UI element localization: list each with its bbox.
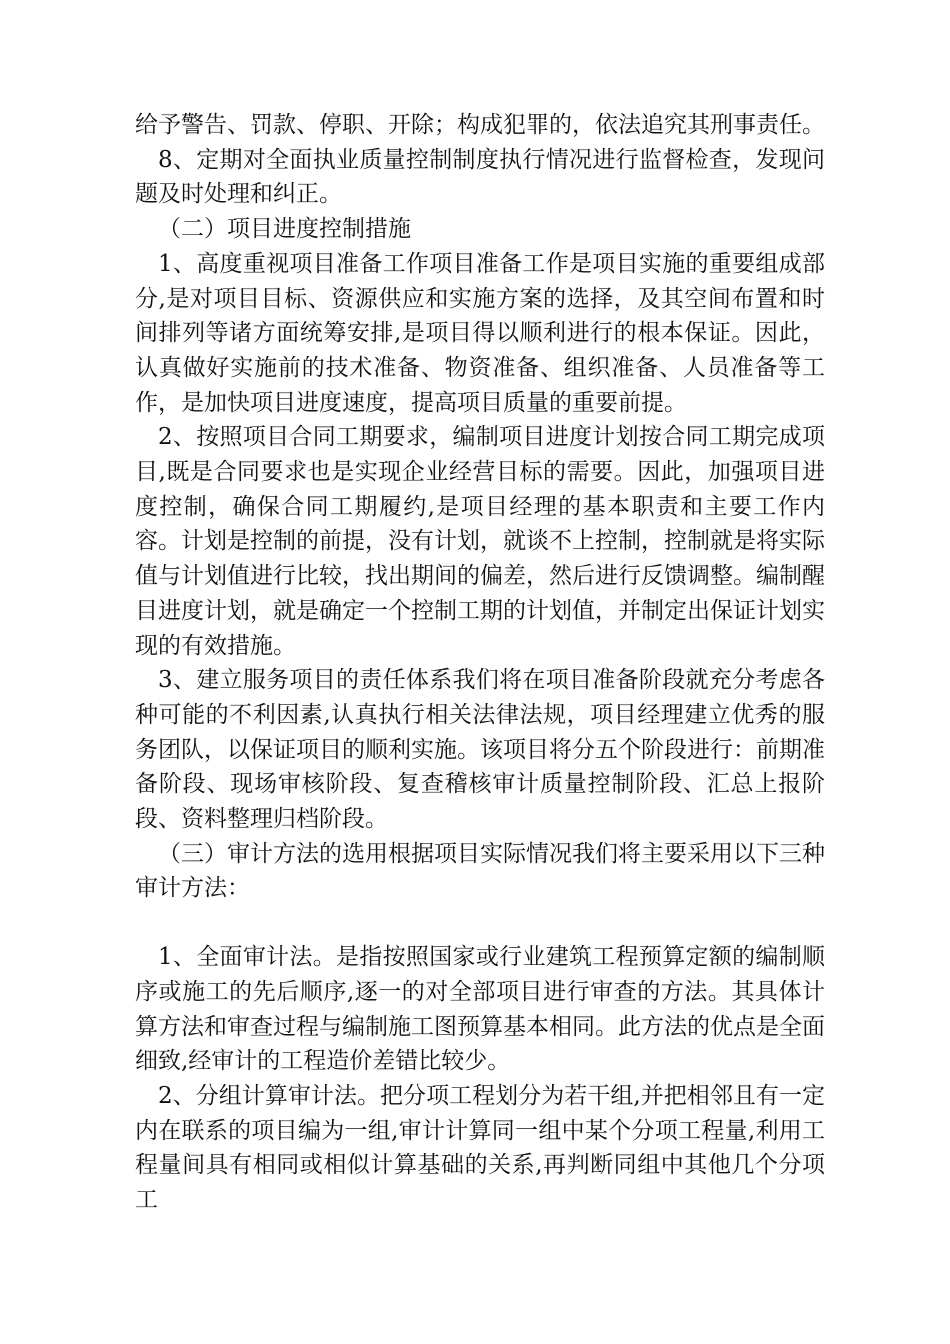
paragraph-schedule-item-3: 3、建立服务项目的责任体系我们将在项目准备阶段就充分考虑各种可能的不利因素,认真执行相关法律法规，项目经理建立优秀的服务团队，以保证项目的顺利实施。该项目将分五个阶段进行：前期准备阶段、现场审核阶段、复查稽核审计质量控制阶段、汇总上报阶段、资料整理归档阶段。: [135, 667, 825, 833]
blank-line: [135, 906, 825, 940]
paragraph-schedule-item-1: 1、高度重视项目准备工作项目准备工作是项目实施的重要组成部分,是对项目目标、资源供应和实施方案的选择，及其空间布置和时间排列等诸方面统筹安排,是项目得以顺利进行的根本保证。因此，认真做好实施前的技术准备、物资准备、组织准备、人员准备等工作，是加快项目进度速度，提高项目质量的重要前提。: [135, 250, 825, 416]
paragraph-schedule-item-2: 2、按照项目合同工期要求，编制项目进度计划按合同工期完成项目,既是合同要求也是实现企业经营目标的需要。因此，加强项目进度控制，确保合同工期履约,是项目经理的基本职责和主要工作内容。计划是控制的前提，没有计划，就谈不上控制，控制就是将实际值与计划值进行比较，找出期间的偏差，然后进行反馈调整。编制醒目进度计划，就是确定一个控制工期的计划值，并制定出保证计划实现的有效措施。: [135, 424, 825, 659]
document-page: [135, 108, 825, 1218]
section-heading-audit-methods: （三）审计方法的选用根据项目实际情况我们将主要采用以下三种审计方法：: [135, 840, 825, 902]
paragraph-item-8: 8、定期对全面执业质量控制制度执行情况进行监督检查，发现问题及时处理和纠正。: [135, 146, 825, 208]
paragraph-audit-method-1: 1、全面审计法。是指按照国家或行业建筑工程预算定额的编制顺序或施工的先后顺序,逐一的对全部项目进行审查的方法。其具体计算方法和审查过程与编制施工图预算基本相同。此方法的优点是全面细致,经审计的工程造价差错比较少。: [135, 944, 825, 1075]
paragraph-audit-method-2: 2、分组计算审计法。把分项工程划分为若干组,并把相邻且有一定内在联系的项目编为一组,审计计算同一组中某个分项工程量,利用工程量间具有相同或相似计算基础的关系,再判断同组中其他几个分项工: [135, 1082, 825, 1214]
section-heading-schedule-control: （二）项目进度控制措施: [158, 216, 411, 243]
paragraph-penalty-clause: 给予警告、罚款、停职、开除；构成犯罪的，依法追究其刑事责任。: [135, 112, 825, 138]
